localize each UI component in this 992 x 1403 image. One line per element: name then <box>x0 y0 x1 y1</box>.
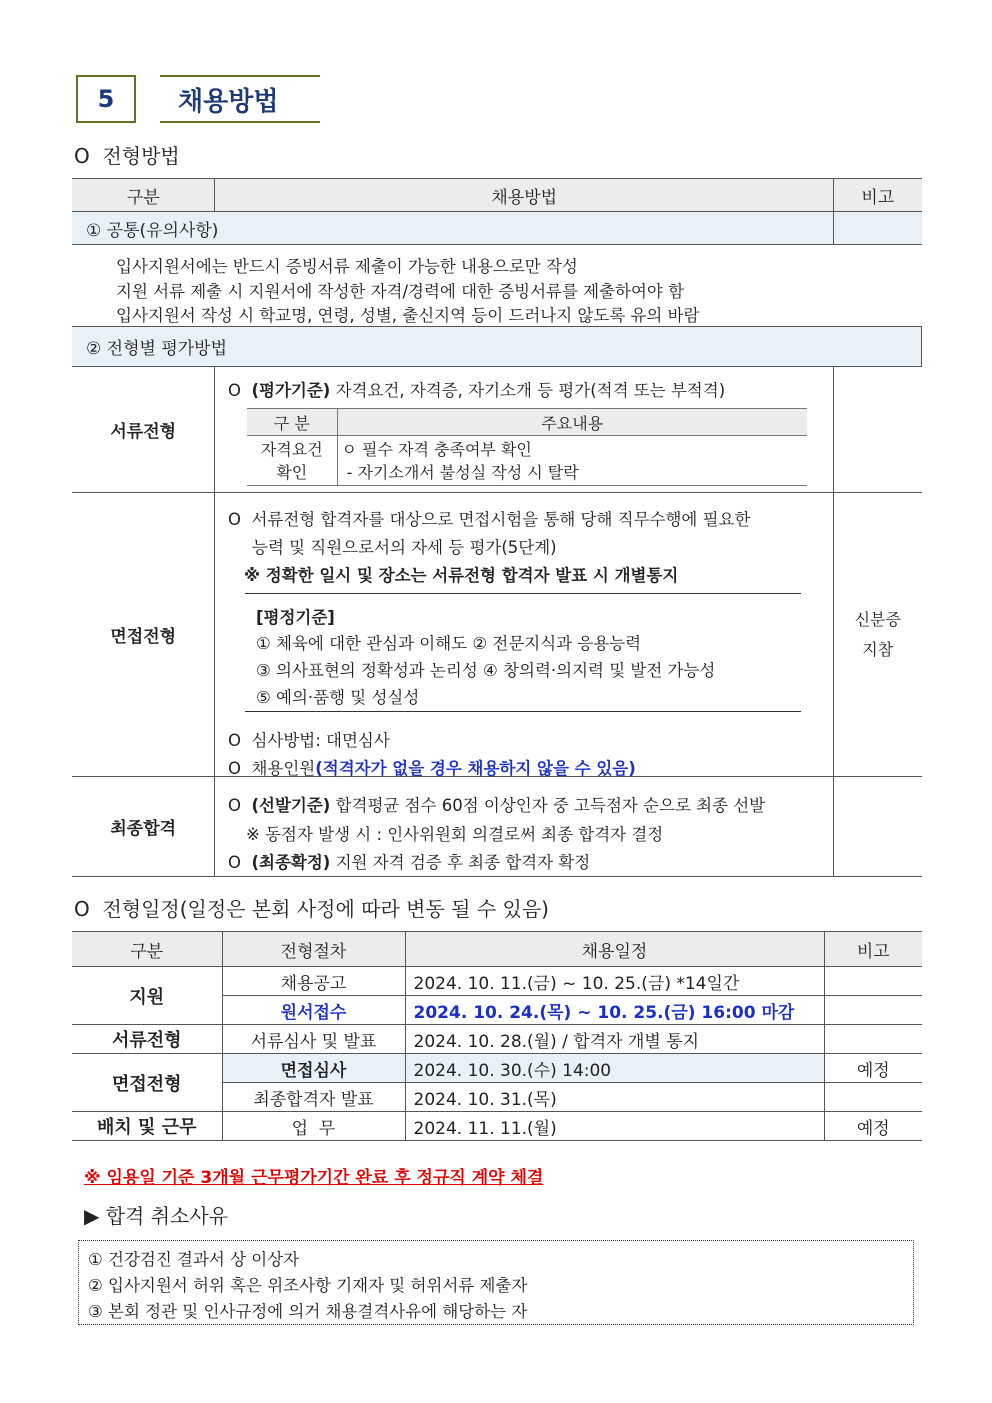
interview-remark: 신분증 지참 <box>834 493 922 777</box>
section-title-box <box>160 75 320 123</box>
schedule-group-doc: 서류전형 <box>72 1025 222 1054</box>
section-number: 5 <box>97 85 115 113</box>
schedule-header-date: 채용일정 <box>405 932 824 967</box>
table-row: 채용공고 <box>222 967 405 996</box>
table-row: 서류심사 및 발표 <box>222 1025 405 1054</box>
table-row: 면접심사 <box>222 1054 405 1083</box>
cancel-heading: ▶ 합격 취소사유 <box>84 1204 229 1228</box>
method-header-category: 구분 <box>72 179 215 212</box>
common-note-3: 입사지원서 작성 시 학교명, 연령, 성별, 출신지역 등이 드러나지 않도록 유의 바람 <box>116 306 700 325</box>
doc-sub-row-label: 자격요건 확인 <box>247 436 337 486</box>
criteria-2: ③ 의사표현의 정확성과 논리성 ④ 창의력·의지력 및 발전 가능성 <box>256 661 716 680</box>
section-number-box <box>76 75 136 123</box>
doc-sub-row-content: ㅇ 필수 자격 충족여부 확인 - 자기소개서 불성실 작성 시 탈락 <box>337 436 807 486</box>
interview-desc-2: 능력 및 직원으로서의 자세 등 평가(5단계) <box>252 538 557 557</box>
interview-notice: ※ 정확한 일시 및 장소는 서류전형 합격자 발표 시 개별통지 <box>244 566 679 585</box>
list-item: ② 입사지원서 허위 혹은 위조사항 기재자 및 허위서류 제출자 <box>88 1276 528 1295</box>
doc-stage-label: 서류전형 <box>72 367 215 493</box>
method-heading: O 전형방법 <box>74 144 180 168</box>
eval-label: ② 전형별 평가방법 <box>72 327 922 367</box>
table-row: 최종합격자 발표 <box>222 1083 405 1112</box>
doc-sub-table <box>247 408 807 486</box>
schedule-group-apply: 지원 <box>72 967 222 1025</box>
table-row: 업 무 <box>222 1112 405 1141</box>
schedule-header-procedure: 전형절차 <box>222 932 405 967</box>
interview-desc-1: O 서류전형 합격자를 대상으로 면접시험을 통해 당해 직무수행에 필요한 <box>228 510 751 529</box>
schedule-header-category: 구분 <box>72 932 222 967</box>
common-note-1: 입사지원서에는 반드시 증빙서류 제출이 가능한 내용으로만 작성 <box>116 257 578 276</box>
final-stage-label: 최종합격 <box>72 777 215 877</box>
schedule-table: 구분 전형절차 채용일정 비고 지원 채용공고 2024. 10. 11.(금) ~ 10. 25.(금) *14일간 원서접수 2024. 10. 24.(목) ~ 10. 25.(금) 16:00 마감 서류전형 서류심사 및 발표 2024. 10. 28.(월) / 합격자 개별 통지 면접전형 면접심사 2024. 10. 30.(수) 14:00 예정 최종합격자 발표 2024. 10. 31.(목) 배치 및 근무 업 무 2024. 11. 11.(월) 예정 <box>72 931 922 1141</box>
schedule-group-work: 배치 및 근무 <box>72 1112 222 1141</box>
schedule-heading: O 전형일정(일정은 본회 사정에 따라 변동 될 수 있음) <box>74 897 549 921</box>
interview-method: O 심사방법: 대면심사 <box>228 731 390 750</box>
method-header-method: 채용방법 <box>215 179 834 212</box>
doc-sub-header-1: 구 분 <box>247 409 337 436</box>
criteria-1: ① 체육에 대한 관심과 이해도 ② 전문지식과 응용능력 <box>256 634 642 653</box>
doc-criteria: O (평가기준) 자격요건, 자격증, 자기소개 등 평가(적격 또는 부적격) <box>228 381 726 400</box>
schedule-group-interview: 면접전형 <box>72 1054 222 1112</box>
method-header-note: 비고 <box>834 179 922 212</box>
final-line-3: O (최종확정) 지원 자격 검증 후 최종 합격자 확정 <box>228 853 591 872</box>
list-item: ③ 본회 정관 및 인사규정에 의거 채용결격사유에 해당하는 자 <box>88 1302 528 1321</box>
criteria-title: [평정기준] <box>256 608 335 627</box>
interview-stage-label: 면접전형 <box>72 493 215 777</box>
criteria-3: ⑤ 예의·품행 및 성실성 <box>256 688 420 707</box>
section-title: 채용방법 <box>178 86 279 117</box>
list-item: ① 건강검진 결과서 상 이상자 <box>88 1250 300 1269</box>
common-label: ① 공통(유의사항) <box>72 212 834 245</box>
schedule-header-note: 비고 <box>824 932 922 967</box>
contract-footnote: ※ 임용일 기준 3개월 근무평가기간 완료 후 정규직 계약 체결 <box>84 1168 544 1188</box>
table-row: 원서접수 <box>222 996 405 1025</box>
interview-people: O 채용인원(적격자가 없을 경우 채용하지 않을 수 있음) <box>228 759 636 778</box>
common-note-2: 지원 서류 제출 시 지원서에 작성한 자격/경력에 대한 증빙서류를 제출하여야 함 <box>116 282 685 301</box>
final-line-1: O (선발기준) 합격평균 점수 60점 이상인자 중 고득점자 순으로 최종 선발 <box>228 796 766 815</box>
doc-sub-header-2: 주요내용 <box>337 409 807 436</box>
final-line-2: ※ 동점자 발생 시 : 인사위원회 의결로써 최종 합격자 결정 <box>246 825 664 844</box>
